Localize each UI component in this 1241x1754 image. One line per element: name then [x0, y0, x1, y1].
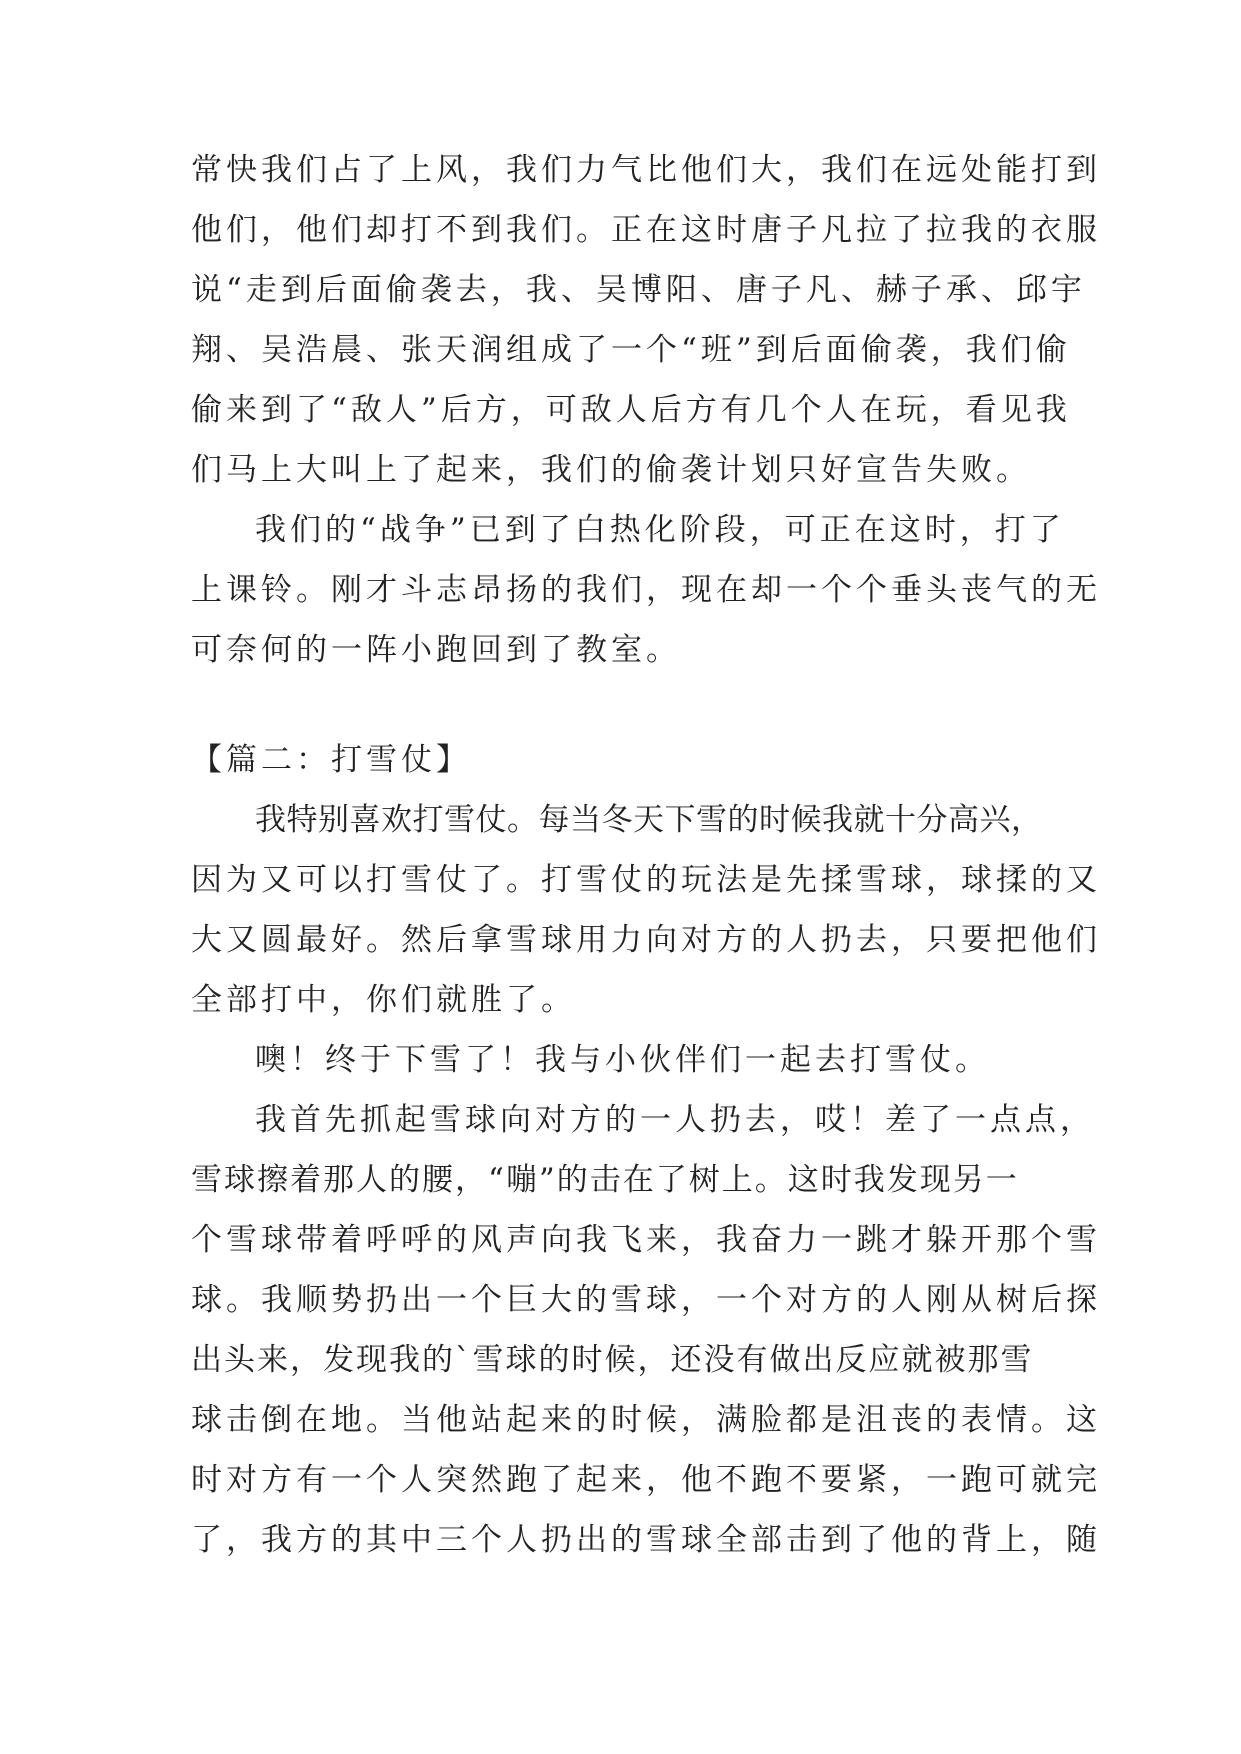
text-line: 他们，他们却打不到我们。正在这时唐子凡拉了拉我的衣服 — [191, 212, 1101, 248]
paragraph-first-line: 我特别喜欢打雪仗。每当冬天下雪的时候我就十分高兴， — [255, 802, 1043, 838]
text-line: 偷来到了“敌人”后方，可敌人后方有几个人在玩，看见我 — [191, 392, 1071, 428]
text-line: 因为又可以打雪仗了。打雪仗的玩法是先揉雪球，球揉的又 — [191, 862, 1101, 898]
text-line: 个雪球带着呼呼的风声向我飞来，我奋力一跳才躲开那个雪 — [191, 1222, 1101, 1258]
section-heading: 【篇二：打雪仗】 — [191, 742, 471, 778]
paragraph-first-line: 噢！终于下雪了！我与小伙伴们一起去打雪仗。 — [255, 1042, 990, 1078]
text-line: 时对方有一个人突然跑了起来，他不跑不要紧，一跑可就完 — [191, 1462, 1101, 1498]
text-line: 上课铃。刚才斗志昂扬的我们，现在却一个个垂头丧气的无 — [191, 572, 1101, 608]
paragraph-first-line: 我们的“战争”已到了白热化阶段，可正在这时，打了 — [255, 512, 1065, 548]
text-line: 球。我顺势扔出一个巨大的雪球，一个对方的人刚从树后探 — [191, 1282, 1101, 1318]
text-line: 们马上大叫上了起来，我们的偷袭计划只好宣告失败。 — [191, 452, 1031, 488]
text-line: 球击倒在地。当他站起来的时候，满脸都是沮丧的表情。这 — [191, 1402, 1101, 1438]
text-line: 翔、吴浩晨、张天润组成了一个“班”到后面偷袭，我们偷 — [191, 332, 1071, 368]
text-line: 说“走到后面偷袭去，我、吴博阳、唐子凡、赫子承、邱宇 — [191, 272, 1086, 308]
text-line: 可奈何的一阵小跑回到了教室。 — [191, 632, 681, 668]
text-line: 雪球擦着那人的腰，“嘣”的击在了树上。这时我发现另一 — [191, 1162, 1019, 1198]
text-line: 常快我们占了上风，我们力气比他们大，我们在远处能打到 — [191, 152, 1101, 188]
text-line: 出头来，发现我的`雪球的时候，还没有做出反应就被那雪 — [191, 1342, 1034, 1378]
text-line: 了，我方的其中三个人扔出的雪球全部击到了他的背上，随 — [191, 1522, 1101, 1558]
text-line: 大又圆最好。然后拿雪球用力向对方的人扔去，只要把他们 — [191, 922, 1101, 958]
text-line: 全部打中，你们就胜了。 — [191, 982, 576, 1018]
paragraph-first-line: 我首先抓起雪球向对方的一人扔去，哎！差了一点点， — [255, 1102, 1095, 1138]
